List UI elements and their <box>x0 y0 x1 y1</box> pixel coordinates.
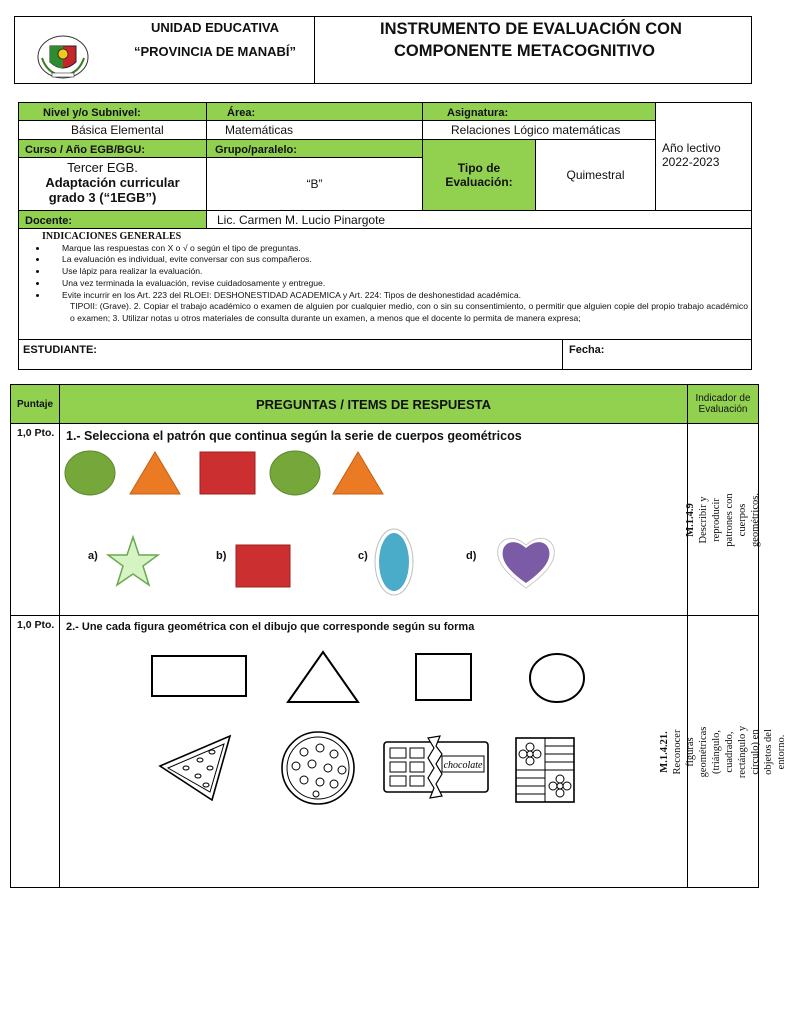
q2-pictures-row <box>156 730 576 810</box>
instruction-item: • Use lápiz para realizar la evaluación. <box>48 266 748 278</box>
anio-lectivo-cell: Año lectivo 2022-2023 <box>655 102 752 211</box>
area-label-cell: Área: <box>206 102 423 121</box>
q2-indicator-code: M.1.4.21. <box>659 730 670 773</box>
nivel-label-cell: Nivel y/o Subnivel: <box>18 102 207 121</box>
instructions-heading: INDICACIONES GENERALES <box>42 231 182 242</box>
q2-puntaje-cell: 1,0 Pto. <box>10 615 60 888</box>
document-title-line2: COMPONENTE METACOGNITIVO <box>394 42 655 60</box>
q1-series <box>60 444 390 500</box>
asignatura-label-cell: Asignatura: <box>422 102 656 121</box>
grupo-label-cell: Grupo/paralelo: <box>206 139 423 158</box>
q1-indicator-code: M.1.4.9 <box>685 502 696 537</box>
col-header-preguntas: PREGUNTAS / ITEMS DE RESPUESTA <box>59 384 688 424</box>
orange-triangle-icon <box>333 452 383 494</box>
q1-indicator-text: Describir y reproducir patrones con cuerpos geométricos. <box>698 492 761 547</box>
q2-text: 2.- Une cada figura geométrica con el dibujo que corresponde según su forma <box>66 621 475 633</box>
star-icon[interactable] <box>104 534 162 590</box>
square-outline-icon <box>416 654 471 700</box>
school-name-line2: “PROVINCIA DE MANABÍ” <box>133 44 297 59</box>
blue-oval-icon[interactable] <box>372 526 416 598</box>
tipo-label-cell: Tipo de Evaluación: <box>422 139 536 211</box>
purple-heart-icon[interactable] <box>494 533 558 591</box>
green-circle-icon <box>270 451 320 495</box>
q1-text: 1.- Selecciona el patrón que continua según la serie de cuerpos geométricos <box>66 429 522 443</box>
instruction-item: • Una vez terminada la evaluación, revise cuidadosamente y entregue. <box>48 278 748 290</box>
nivel-value-cell: Básica Elemental <box>18 120 207 140</box>
estudiante-cell: ESTUDIANTE: <box>18 339 563 370</box>
docente-label-cell: Docente: <box>18 210 207 229</box>
instruction-tipoii: TIPOII: (Grave). 2. Copiar el trabajo académico o examen de alguien por cualquier medio, con o sin su consentimiento, o permitir que alguien copie del propio trabajo académico o examen; 3. Utilizar notas u otros materiales de consulta durante un examen, a menos que el docente lo permita de manera expresa; <box>70 301 748 323</box>
tipo-value-cell: Quimestral <box>535 139 656 211</box>
grupo-value-cell: “B” <box>206 157 423 211</box>
q1-option-b-label: b) <box>216 550 227 562</box>
instructions-list <box>22 243 748 302</box>
q2-indicator-text: Reconocer figuras geométricas (triángulo, cuadrado, rectángulo y círculo) en objetos del entorno. <box>672 725 787 778</box>
fecha-cell: Fecha: <box>562 339 752 370</box>
red-square-option-icon[interactable] <box>234 543 292 589</box>
col-header-indicador: Indicador de Evaluación <box>687 384 759 424</box>
red-square-icon <box>200 452 255 494</box>
q2-indicator <box>659 616 787 887</box>
col-header-puntaje: Puntaje <box>10 384 60 424</box>
orange-triangle-icon <box>130 452 180 494</box>
q1-option-d-label: d) <box>466 550 477 562</box>
curso-value-cell: Tercer EGB. Adaptación curricular grado 3 (“1EGB”) <box>18 157 207 211</box>
triangle-outline-icon <box>288 652 358 702</box>
instruction-item: • La evaluación es individual, evite conversar con sus compañeros. <box>48 254 748 266</box>
q1-indicator <box>685 424 761 615</box>
q1-puntaje-cell: 1,0 Pto. <box>10 423 60 616</box>
area-value-cell: Matemáticas <box>206 120 423 140</box>
header-divider <box>314 16 315 84</box>
pizza-icon <box>282 732 354 804</box>
flower-cloth-icon <box>516 738 574 802</box>
q2-shapes-row <box>148 648 588 708</box>
school-logo-icon <box>36 34 90 80</box>
rectangle-outline-icon <box>152 656 246 696</box>
watermelon-slice-icon <box>160 736 230 800</box>
instruction-item: • Evite incurrir en los Art. 223 del RLOEI: DESHONESTIDAD ACADEMICA y Art. 224: Tipos de deshonestidad académica. <box>48 290 748 302</box>
instruction-item: • Marque las respuestas con X o √ o según el tipo de preguntas. <box>48 243 748 255</box>
chocolate-label: chocolate <box>443 760 483 771</box>
chocolate-bar-icon <box>384 736 488 798</box>
docente-value-cell: Lic. Carmen M. Lucio Pinargote <box>206 210 752 229</box>
q1-option-a-label: a) <box>88 550 98 562</box>
instructions-block <box>22 231 748 325</box>
asignatura-value-cell: Relaciones Lógico matemáticas <box>422 120 656 140</box>
green-circle-icon <box>65 451 115 495</box>
q1-option-c-label: c) <box>358 550 368 562</box>
curso-label-cell: Curso / Año EGB/BGU: <box>18 139 207 158</box>
school-name-line1: UNIDAD EDUCATIVA <box>150 20 280 35</box>
document-title-line1: INSTRUMENTO DE EVALUACIÓN CON <box>380 20 682 38</box>
circle-outline-icon <box>530 654 584 702</box>
